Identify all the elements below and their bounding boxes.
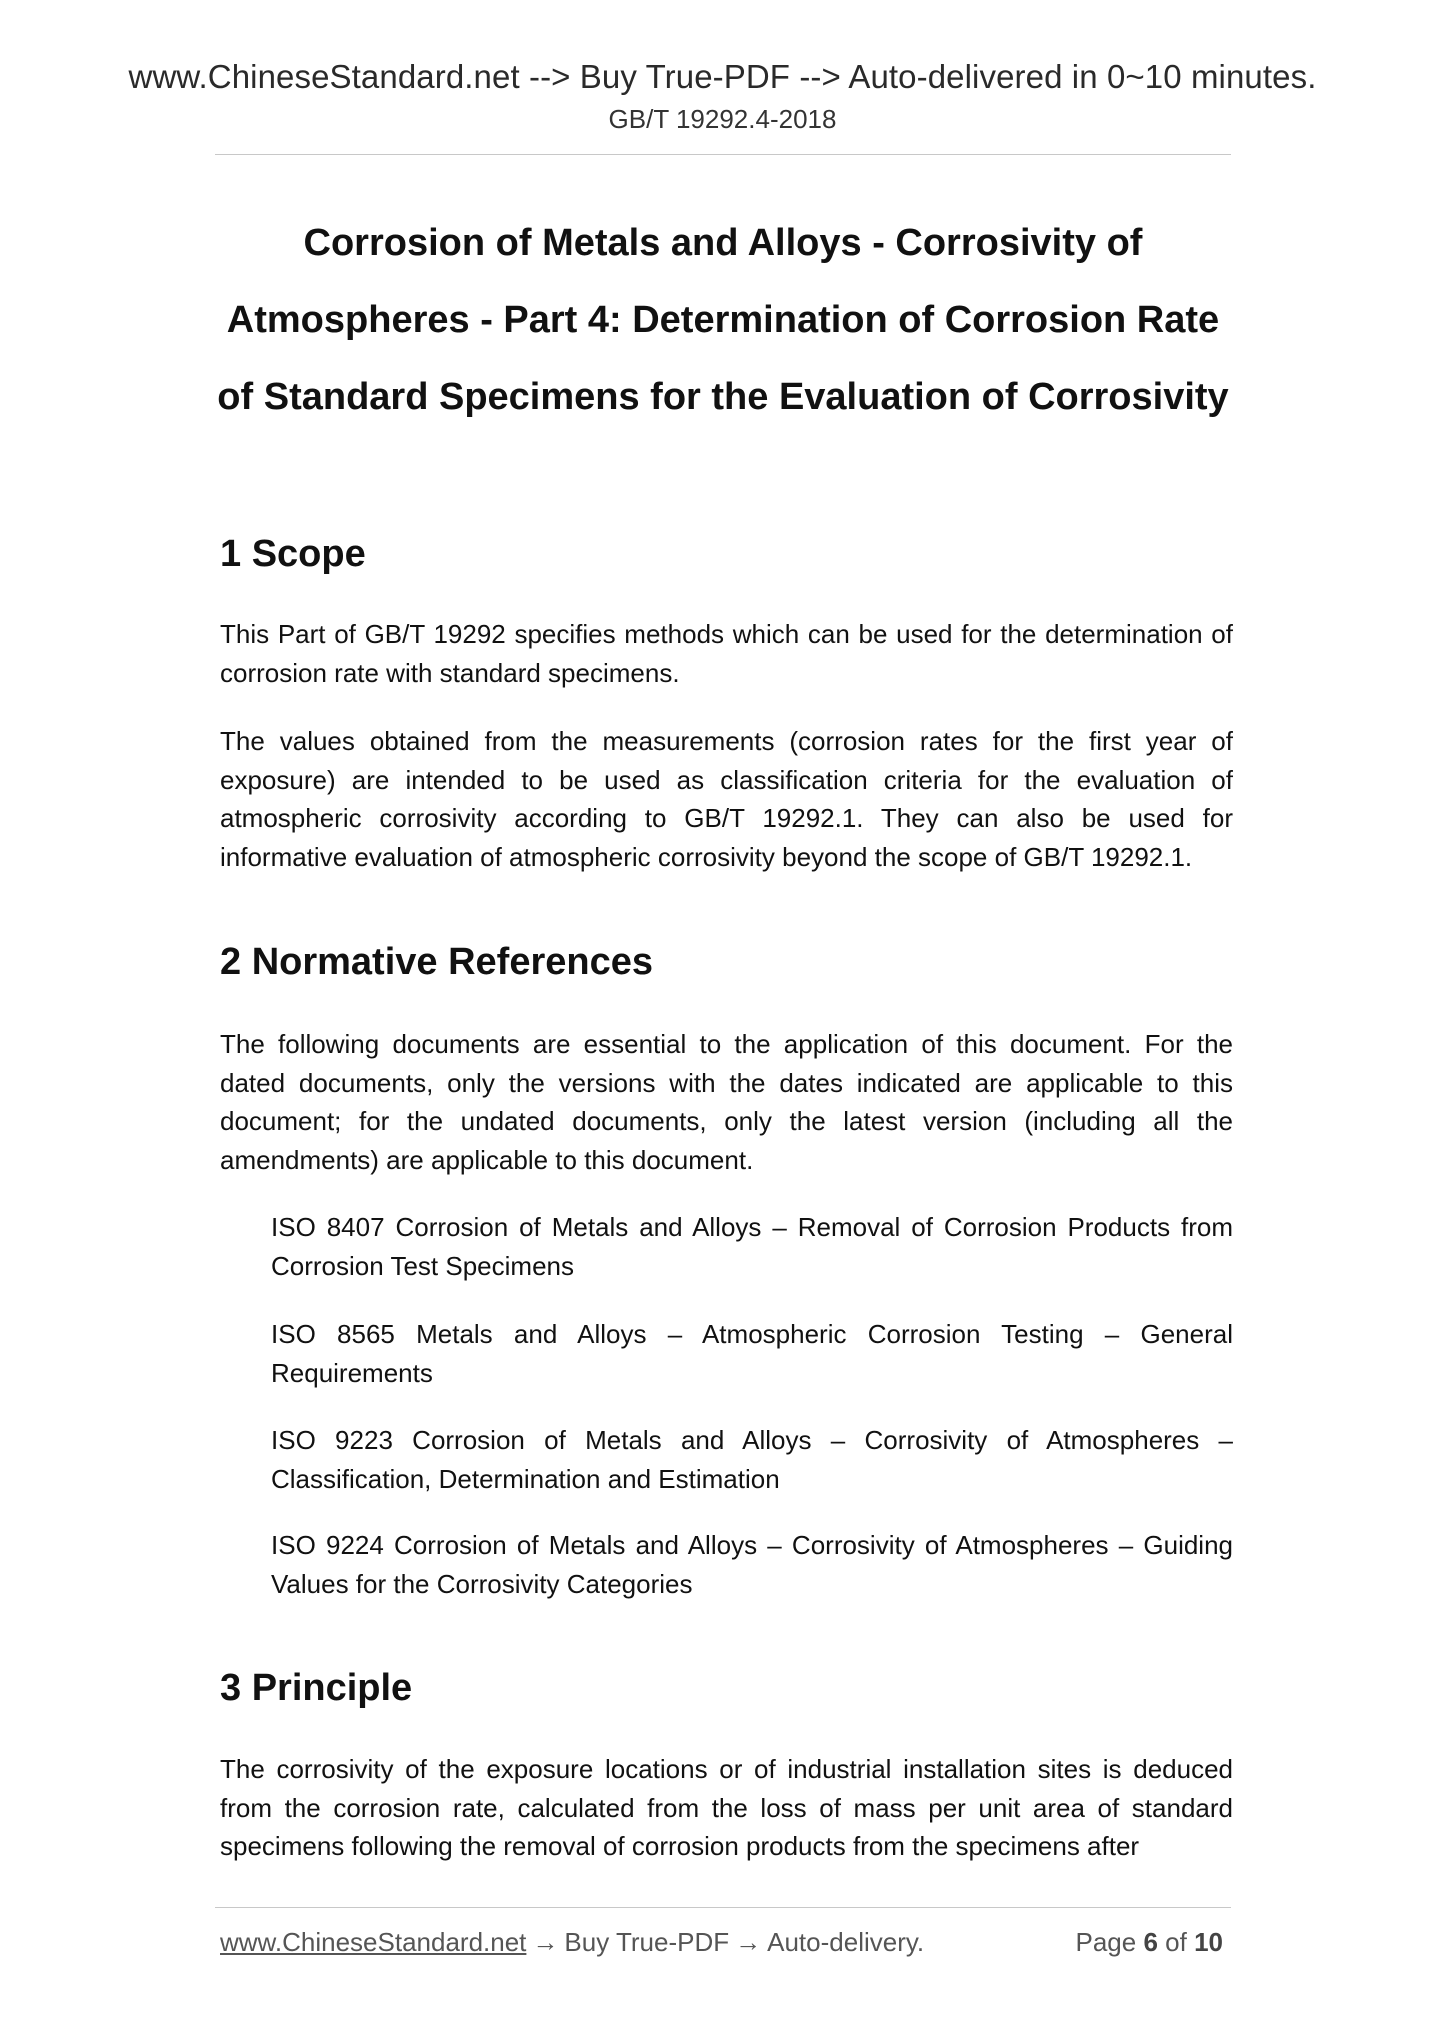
header-banner: www.ChineseStandard.net --> Buy True-PDF --> Auto-delivered in 0~10 minutes. [128,58,1317,95]
reference-item-iso-9224: ISO 9224 Corrosion of Metals and Alloys – Corrosivity of Atmospheres – Guiding Values for the Corrosivity Categories [271,1530,1233,1599]
document-title-line-1: Corrosion of Metals and Alloys - Corrosivity of [303,222,1143,264]
reference-item-iso-8407: ISO 8407 Corrosion of Metals and Alloys – Removal of Corrosion Products from Corrosion Test Specimens [271,1212,1233,1281]
page-of: of [1165,1927,1187,1957]
references-paragraph-1: The following documents are essential to the application of this document. For the dated documents, only the versions with the dates indicated are applicable to this document; for the undated documents, only the latest version (including all the amendments) are applicable to this document. [220,1029,1233,1175]
page-label: Page [1075,1927,1137,1957]
page-footer [220,1927,1233,1967]
page-total: 10 [1194,1927,1223,1957]
footer-buy-text: Buy True-PDF [564,1927,730,1957]
reference-item-iso-9223: ISO 9223 Corrosion of Metals and Alloys – Corrosivity of Atmospheres – Classification, Determination and Estimation [271,1425,1233,1494]
principle-paragraph-1: The corrosivity of the exposure locations or of industrial installation sites is deduced from the corrosion rate, calculated from the loss of mass per unit area of standard specimens following the removal of corrosion products from the specimens after [220,1754,1233,1861]
scope-paragraph-1: This Part of GB/T 19292 specifies methods which can be used for the determination of corrosion rate with standard specimens. [220,619,1233,688]
header-divider [215,154,1231,155]
page-current: 6 [1143,1927,1158,1957]
section-heading-scope: 1 Scope [220,533,366,575]
footer-divider [215,1907,1231,1908]
right-arrow-icon: → [735,1927,762,1957]
scope-paragraph-2: The values obtained from the measurements (corrosion rates for the first year of exposure) are intended to be used as classification criteria for the evaluation of atmospheric corrosivity according to GB/T 19292.1. They can also be used for informative evaluation of atmospheric corrosivity beyond the scope of GB/T 19292.1. [220,726,1233,872]
section-heading-normative-references: 2 Normative References [220,941,653,983]
footer-delivery-text: Auto-delivery. [767,1927,925,1957]
right-arrow-icon: → [532,1927,559,1957]
footer-links [220,1927,924,1958]
document-title-line-3: of Standard Specimens for the Evaluation of Corrosivity [217,376,1229,418]
document-title [200,205,1246,436]
standard-code: GB/T 19292.4-2018 [608,104,837,134]
reference-item-iso-8565: ISO 8565 Metals and Alloys – Atmospheric Corrosion Testing – General Requirements [271,1319,1233,1388]
document-title-line-2: Atmospheres - Part 4: Determination of Corrosion Rate [226,299,1220,341]
page-number [1075,1927,1223,1958]
footer-site-link[interactable]: www.ChineseStandard.net [220,1927,527,1957]
section-heading-principle: 3 Principle [220,1667,413,1709]
